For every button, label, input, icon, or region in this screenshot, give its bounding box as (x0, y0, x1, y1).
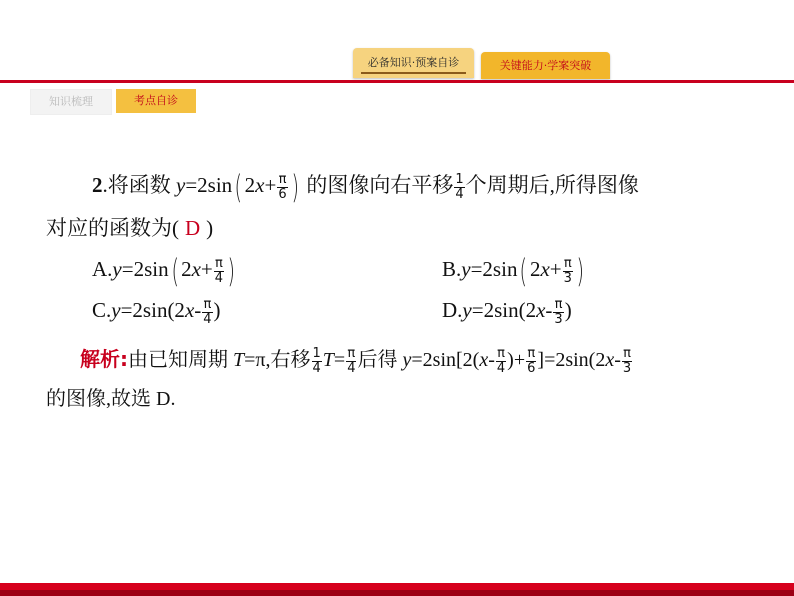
plus: + (264, 173, 277, 197)
tab-essential-knowledge[interactable] (353, 48, 474, 78)
tab-key-abilities[interactable] (481, 52, 610, 79)
sin-eq: =2sin (185, 173, 233, 197)
fraction-pi-3: $\frac{\pi}{3}$ (554, 296, 563, 327)
question-line-1 (92, 168, 639, 207)
footer-bar (0, 583, 794, 590)
header-divider (0, 80, 794, 83)
subtab-self-check[interactable] (116, 89, 196, 113)
fraction-pi-4: $\frac{\pi}{4}$ (214, 255, 224, 286)
tab-essential-knowledge-label: 必备知识·预案自诊 (367, 56, 460, 69)
option-a-label: A. (92, 257, 113, 281)
question-line-2 (46, 215, 213, 241)
question-text-d: 对应的函数为( (46, 216, 179, 240)
option-c[interactable]: C.y=2sin(2x- $\frac{\pi}{4}$ ) (92, 296, 221, 327)
question-number: 2 (92, 173, 103, 197)
footer-bar-dark (0, 590, 794, 596)
question-text-a: .将函数 (102, 173, 176, 197)
answer-letter: D (185, 216, 201, 240)
tab-key-abilities-label: 关键能力·学案突破 (499, 59, 592, 72)
subtab-knowledge-review[interactable] (30, 89, 112, 115)
var-y: y (176, 173, 186, 197)
option-d[interactable]: D.y=2sin(2x- $\frac{\pi}{3}$ ) (442, 296, 572, 327)
right-paren: ) (291, 168, 299, 207)
question-close-paren: ) (206, 216, 214, 240)
option-b-label: B. (442, 257, 462, 281)
option-d-label: D. (442, 298, 463, 322)
coef: 2 (244, 173, 256, 197)
solution-line-1: 解析:由已知周期 T=π,右移 $\frac{1}{4}$ T= $\frac{\pi}{4}$ 后得 y=2sin[2(x- $\frac{\pi}{4}$ )+ $\frac{\pi}{6}$ ]=2sin(2x- $\frac{\pi}{3}$ (80, 345, 632, 376)
fraction-pi-4: $\frac{\pi}{4}$ (203, 296, 212, 327)
var-x: x (255, 173, 265, 197)
fraction-pi-6: $\frac{\pi}{6}$ (278, 171, 287, 202)
active-tab-underline (361, 72, 466, 74)
fraction-pi-3: $\frac{\pi}{3}$ (563, 255, 572, 286)
option-c-label: C. (92, 298, 112, 322)
option-b[interactable]: B.y=2sin( 2x+ $\frac{\pi}{3}$ ) (442, 252, 584, 291)
option-a[interactable]: A.y=2sin( 2x+ $\frac{\pi}{4}$ ) (92, 252, 236, 291)
subtab-self-check-label: 考点自诊 (134, 94, 178, 107)
solution-label: 解析: (80, 347, 128, 371)
solution-line-2: 的图像,故选 D. (46, 388, 176, 410)
question-text-b: 的图像向右平移 (301, 173, 454, 197)
subtab-knowledge-review-label: 知识梳理 (49, 95, 93, 108)
question-text-c: 个周期后,所得图像 (465, 173, 639, 197)
fraction-1-4: $\frac{1}{4}$ (455, 171, 464, 202)
left-paren: ( (234, 168, 243, 207)
